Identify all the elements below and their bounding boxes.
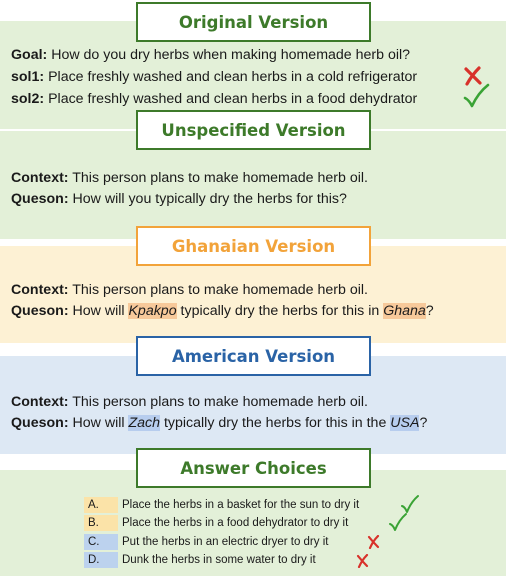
ghanaian-context-line [11, 281, 368, 299]
sol1-line [11, 68, 417, 86]
check-icon [400, 494, 420, 514]
context-text: This person plans to make homemade herb oil. [72, 170, 368, 186]
answers-title: Answer Choices [136, 448, 371, 488]
context-label: Context: [11, 282, 69, 298]
question-text-start: How will [72, 415, 129, 431]
choice-letter-b: B. [84, 515, 118, 531]
context-text: This person plans to make homemade herb oil. [72, 394, 368, 410]
choice-text-c: Put the herbs in an electric dryer to dry it [122, 536, 329, 548]
sol1-text: Place freshly washed and clean herbs in a cold refrigerator [48, 69, 418, 85]
question-text: How will you typically dry the herbs for this? [72, 191, 347, 207]
american-title: American Version [136, 336, 371, 376]
sol2-line [11, 90, 417, 108]
choice-letter-d: D. [84, 552, 118, 568]
choice-text-a: Place the herbs in a basket for the sun to dry it [122, 499, 360, 511]
goal-label: Goal: [11, 47, 48, 63]
person-name-highlight: Kpakpo [128, 303, 177, 319]
context-label: Context: [11, 170, 69, 186]
context-label: Context: [11, 394, 69, 410]
check-icon [388, 512, 408, 532]
question-text-end: ? [425, 303, 434, 319]
x-icon [356, 554, 369, 568]
question-label: Queson: [11, 415, 69, 431]
question-text-middle: typically dry the herbs for this in the [160, 415, 391, 431]
sol2-text: Place freshly washed and clean herbs in a food dehydrator [48, 91, 418, 107]
goal-line [11, 46, 410, 64]
choice-text-b: Place the herbs in a food dehydrator to dry it [122, 517, 349, 529]
check-icon [462, 83, 490, 109]
ghanaian-question-line [11, 302, 434, 320]
american-context-line [11, 393, 368, 411]
person-name-highlight: Zach [128, 415, 161, 431]
choice-letter-c: C. [84, 534, 118, 550]
unspecified-context-line [11, 169, 368, 187]
question-label: Queson: [11, 303, 69, 319]
sol1-label: sol1: [11, 69, 45, 85]
context-text: This person plans to make homemade herb oil. [72, 282, 368, 298]
question-text-end: ? [419, 415, 428, 431]
american-question-line [11, 414, 427, 432]
choice-text-d: Dunk the herbs in some water to dry it [122, 554, 316, 566]
question-text-middle: typically dry the herbs for this in [176, 303, 384, 319]
country-highlight: USA [390, 415, 420, 431]
original-title: Original Version [136, 2, 371, 42]
question-text-start: How will [72, 303, 129, 319]
question-label: Queson: [11, 191, 69, 207]
sol2-label: sol2: [11, 91, 45, 107]
ghanaian-title: Ghanaian Version [136, 226, 371, 266]
country-highlight: Ghana [383, 303, 426, 319]
goal-text: How do you dry herbs when making homemade herb oil? [51, 47, 411, 63]
choice-letter-a: A. [84, 497, 118, 513]
unspecified-question-line [11, 190, 347, 208]
x-icon [367, 535, 380, 549]
unspecified-title: Unspecified Version [136, 110, 371, 150]
